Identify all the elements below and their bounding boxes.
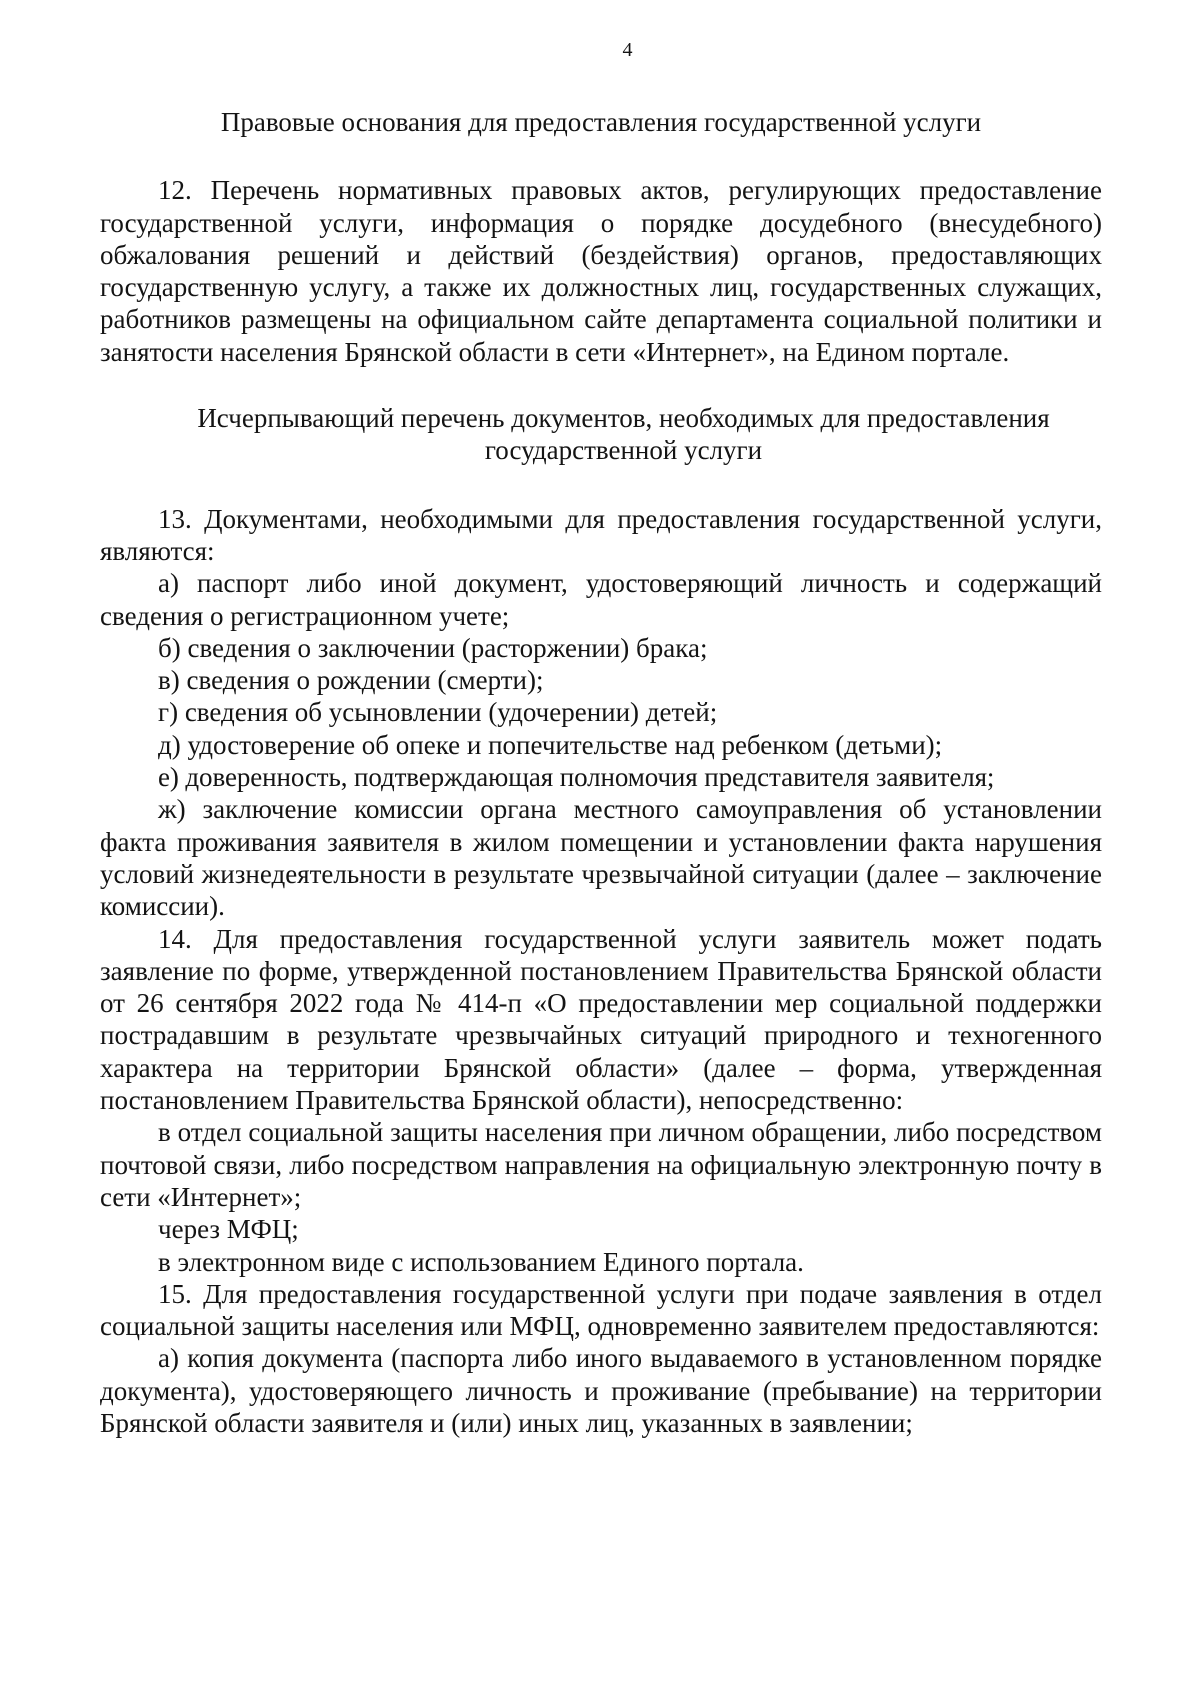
paragraph-13-a: а) паспорт либо иной документ, удостоверяющий личность и содержащий сведения о регистрационном учете; bbox=[100, 568, 1102, 631]
paragraph-14: 14. Для предоставления государственной услуги заявитель может подать заявление по форме, утвержденной постановлением Правительства Брянской области от 26 сентября 2022 года № 414-п «О предоставлении мер социальной поддержки пострадавшим в результате чрезвычайных ситуаций природного и техногенного характера на территории Брянской области» (далее – форма, утвержденная постановлением Правительства Брянской области), непосредственно: bbox=[100, 923, 1102, 1116]
document-body bbox=[100, 106, 1102, 1439]
paragraph-13-g: ж) заключение комиссии органа местного самоуправления об установлении факта проживания заявителя в жилом помещении и установлении факта нарушения условий жизнедеятельности в результате чрезвычайной ситуации (далее – заключение комиссии). bbox=[100, 794, 1102, 922]
paragraph-14-b: через МФЦ; bbox=[158, 1214, 299, 1245]
paragraph-13-b: б) сведения о заключении (расторжении) брака; bbox=[158, 632, 708, 663]
paragraph-13-e: д) удостоверение об опеке и попечительстве над ребенком (детьми); bbox=[158, 729, 943, 760]
paragraph-13: 13. Документами, необходимыми для предоставления государственной услуги, являются: bbox=[100, 503, 1102, 566]
section-heading-legal-basis: Правовые основания для предоставления государственной услуги bbox=[220, 107, 982, 137]
paragraph-13-c: в) сведения о рождении (смерти); bbox=[158, 665, 544, 696]
paragraph-14-a: в отдел социальной защиты населения при личном обращении, либо посредством почтовой связи, либо посредством направления на официальную электронную почту в сети «Интернет»; bbox=[100, 1117, 1102, 1212]
paragraph-15: 15. Для предоставления государственной услуги при подаче заявления в отдел социальной защиты населения или МФЦ, одновременно заявителем предоставляются: bbox=[100, 1278, 1102, 1342]
paragraph-13-f: е) доверенность, подтверждающая полномочия представителя заявителя; bbox=[158, 762, 995, 793]
paragraph-13-d: г) сведения об усыновлении (удочерении) детей; bbox=[158, 697, 718, 728]
paragraph-14-c: в электронном виде с использованием Единого портала. bbox=[158, 1246, 804, 1277]
paragraph-15-a: а) копия документа (паспорта либо иного выдаваемого в установленном порядке документа), удостоверяющего личность и проживание (пребывание) на территории Брянской области заявителя и (или) иных лиц, указанных в заявлении; bbox=[100, 1343, 1102, 1438]
section-heading-documents: Исчерпывающий перечень документов, необходимых для предоставления государственной услуги bbox=[197, 403, 1050, 466]
page-number: 4 bbox=[622, 39, 633, 61]
paragraph-12: 12. Перечень нормативных правовых актов, регулирующих предоставление государственной услуги, информация о порядке досудебного (внесудебного) обжалования решений и действий (бездействия) органов, предоставляющих государственную услугу, а также их должностных лиц, государственных служащих, работников размещены на официальном сайте департамента социальной политики и занятости населения Брянской области в сети «Интернет», на Едином портале. bbox=[100, 175, 1102, 367]
